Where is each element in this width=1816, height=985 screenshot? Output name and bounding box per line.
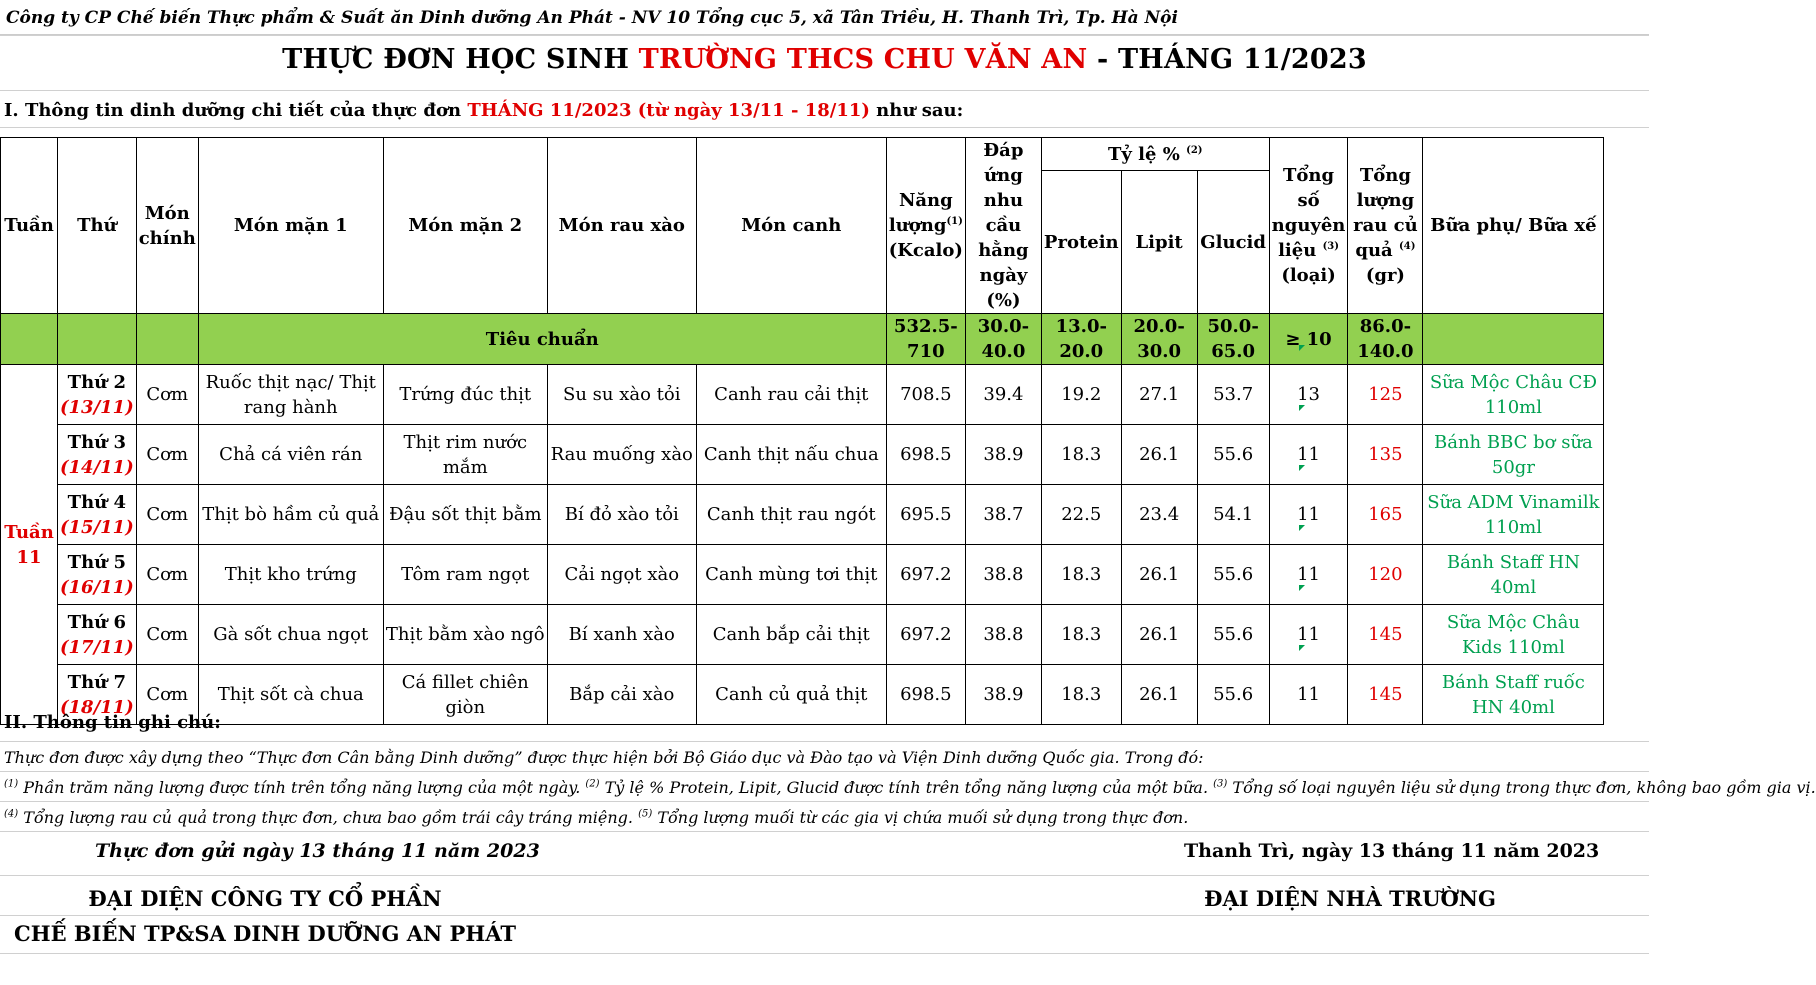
snack-value: Sữa Mộc Châu CĐ 110ml [1423,365,1604,425]
header-row [1,138,1604,171]
std-empty [136,314,198,365]
day-name: Thứ 6 [67,611,127,633]
std-meet: 30.0-40.0 [965,314,1041,365]
page-title [0,44,1649,75]
col-ratio [1041,138,1269,171]
table-row [1,545,1604,605]
glucid-value: 54.1 [1197,485,1269,545]
soup-dish: Canh mùng tơi thịt [696,545,886,605]
main-dish: Cơm [136,605,198,665]
col-glucid: Glucid [1197,171,1269,314]
day-date: (13/11) [60,396,134,418]
ingredients-value: 11 [1269,665,1348,725]
veg-dish: Bí xanh xào [547,605,696,665]
note-3: Tổng số loại nguyên liệu sử dụng trong thực đơn, không bao gồm gia vị. [1227,778,1816,797]
soup-dish: Canh bắp cải thịt [696,605,886,665]
col-savory-1: Món mặn 1 [198,138,383,314]
note-4-mark: (4) [4,808,19,820]
protein-value: 18.3 [1041,545,1121,605]
place-date: Thanh Trì, ngày 13 tháng 11 năm 2023 [1184,840,1600,862]
note-1-mark: (1) [4,778,19,790]
energy-value: 708.5 [886,365,965,425]
day-name: Thứ 4 [67,491,127,513]
note-4: Tổng lượng rau củ quả trong thực đơn, chưa bao gồm trái cây tráng miệng. [18,808,639,827]
ratio-label: Tỷ lệ % [1108,143,1180,165]
savory-2: Đậu sốt thịt bằm [383,485,547,545]
day-name: Thứ 5 [67,551,127,573]
savory-2: Thịt bằm xào ngô [383,605,547,665]
comment-marker-icon [1299,465,1305,471]
ingredients-value: 13 [1269,365,1348,425]
col-lipit: Lipit [1121,171,1197,314]
divider [0,741,1649,742]
col-day: Thứ [58,138,137,314]
section-1-heading [4,100,963,121]
day-date: (17/11) [60,636,134,658]
day-cell [58,605,137,665]
day-cell [58,545,137,605]
energy-value: 698.5 [886,665,965,725]
title-school: TRƯỜNG THCS CHU VĂN AN [638,44,1088,75]
protein-value: 18.3 [1041,665,1121,725]
company-representative-line-2: CHẾ BIẾN TP&SA DINH DƯỠNG AN PHÁT [14,921,516,946]
day-date: (16/11) [60,576,134,598]
veg-total-value: 145 [1348,605,1423,665]
std-energy: 532.5-710 [886,314,965,365]
note-5: Tổng lượng muối từ các gia vị chứa muối sử dụng trong thực đơn. [652,808,1189,827]
table-row [1,665,1604,725]
divider [0,875,1649,876]
note-2-mark: (2) [585,778,600,790]
col-snack: Bữa phụ/ Bữa xế [1423,138,1604,314]
veg-total-value: 125 [1348,365,1423,425]
veg-total-value: 145 [1348,665,1423,725]
divider [0,35,1649,36]
snack-value: Bánh Staff ruốc HN 40ml [1423,665,1604,725]
comment-marker-icon [1299,345,1305,351]
week-label: Tuần 11 [1,365,58,725]
note-line-2 [4,808,1188,827]
savory-1: Chả cá viên rán [198,425,383,485]
col-soup: Món canh [696,138,886,314]
snack-value: Sữa ADM Vinamilk 110ml [1423,485,1604,545]
divider [0,953,1649,954]
note-3-mark: (3) [1213,778,1228,790]
company-info: Công ty CP Chế biến Thực phẩm & Suất ăn Dinh dưỡng An Phát - NV 10 Tổng cục 5, xã Tân Triều, H. Thanh Trì, Tp. Hà Nội [0,0,1649,35]
section-1-period: THÁNG 11/2023 (từ ngày 13/11 - 18/11) [467,100,870,121]
day-cell [58,485,137,545]
menu-table [0,137,1604,725]
col-veg: Món rau xào [547,138,696,314]
main-dish: Cơm [136,545,198,605]
standard-row [1,314,1604,365]
day-date: (14/11) [60,456,134,478]
savory-2: Cá fillet chiên giòn [383,665,547,725]
note-2: Tỷ lệ % Protein, Lipit, Glucid được tính trên tổng năng lượng của một bữa. [599,778,1214,797]
glucid-value: 55.6 [1197,425,1269,485]
meet-value: 38.8 [965,605,1041,665]
day-date: (18/11) [60,696,134,718]
energy-value: 697.2 [886,545,965,605]
lipit-value: 26.1 [1121,545,1197,605]
comment-marker-icon [1299,645,1305,651]
col-ingredients [1269,138,1348,314]
veg-total-label: Tổng lượng rau củ quả [1353,165,1418,261]
veg-dish: Bí đỏ xào tỏi [547,485,696,545]
col-savory-2: Món mặn 2 [383,138,547,314]
day-cell [58,365,137,425]
veg-total-value: 135 [1348,425,1423,485]
col-main: Món chính [136,138,198,314]
lipit-value: 27.1 [1121,365,1197,425]
soup-dish: Canh thịt rau ngót [696,485,886,545]
energy-label: Năng lượng [888,190,953,236]
day-name: Thứ 2 [67,371,127,393]
day-date: (15/11) [60,516,134,538]
lipit-value: 23.4 [1121,485,1197,545]
savory-2: Thịt rim nước mắm [383,425,547,485]
ingredients-label: Tổng số nguyên liệu [1271,165,1346,261]
savory-1: Gà sốt chua ngọt [198,605,383,665]
title-prefix: THỰC ĐƠN HỌC SINH [282,44,639,75]
soup-dish: Canh thịt nấu chua [696,425,886,485]
ingredients-unit: (loại) [1281,265,1336,286]
savory-2: Trứng đúc thịt [383,365,547,425]
savory-1: Thịt kho trứng [198,545,383,605]
meet-value: 38.9 [965,665,1041,725]
veg-total-value: 120 [1348,545,1423,605]
comment-marker-icon [1299,405,1305,411]
veg-dish: Su su xào tỏi [547,365,696,425]
meet-value: 39.4 [965,365,1041,425]
snack-value: Sữa Mộc Châu Kids 110ml [1423,605,1604,665]
energy-unit: (Kcalo) [888,240,963,261]
section-1-prefix: I. Thông tin dinh dưỡng chi tiết của thực đơn [4,100,468,121]
note-line-1 [4,778,1816,797]
school-representative: ĐẠI DIỆN NHÀ TRƯỜNG [1204,886,1496,911]
veg-total-note: (4) [1399,241,1416,252]
std-label: Tiêu chuẩn [198,314,886,365]
note-intro: Thực đơn được xây dựng theo “Thực đơn Cân bằng Dinh dưỡng” được thực hiện bởi Bộ Giáo dục và Đào tạo và Viện Dinh dưỡng Quốc gia. Trong đó: [4,748,1204,767]
savory-2: Tôm ram ngọt [383,545,547,605]
ingredients-value: 11 [1269,485,1348,545]
divider [0,127,1649,128]
day-name: Thứ 3 [67,431,127,453]
divider [0,915,1649,916]
std-glucid: 50.0-65.0 [1197,314,1269,365]
divider [0,801,1649,802]
company-representative: ĐẠI DIỆN CÔNG TY CỔ PHẦN [88,886,442,911]
std-ingredients: ≥ 10 [1269,314,1348,365]
col-veg-total [1348,138,1423,314]
glucid-value: 53.7 [1197,365,1269,425]
table-row [1,365,1604,425]
soup-dish: Canh rau cải thịt [696,365,886,425]
soup-dish: Canh củ quả thịt [696,665,886,725]
section-1-suffix: như sau: [869,100,964,121]
glucid-value: 55.6 [1197,665,1269,725]
table-row [1,425,1604,485]
main-dish: Cơm [136,425,198,485]
veg-dish: Rau muống xào [547,425,696,485]
day-cell [58,425,137,485]
savory-1: Thịt sốt cà chua [198,665,383,725]
protein-value: 19.2 [1041,365,1121,425]
savory-1: Ruốc thịt nạc/ Thịt rang hành [198,365,383,425]
divider [0,90,1649,91]
std-lipit: 20.0-30.0 [1121,314,1197,365]
title-suffix: - THÁNG 11/2023 [1087,44,1367,75]
protein-value: 18.3 [1041,605,1121,665]
glucid-value: 55.6 [1197,545,1269,605]
section-2-heading: II. Thông tin ghi chú: [4,712,221,733]
divider [0,771,1649,772]
std-empty [1,314,58,365]
ingredients-value: 11 [1269,545,1348,605]
std-protein: 13.0-20.0 [1041,314,1121,365]
main-dish: Cơm [136,665,198,725]
meet-value: 38.9 [965,425,1041,485]
protein-value: 22.5 [1041,485,1121,545]
veg-total-unit: (gr) [1365,265,1405,286]
veg-dish: Bắp cải xào [547,665,696,725]
std-snack [1423,314,1604,365]
main-dish: Cơm [136,485,198,545]
main-dish: Cơm [136,365,198,425]
ingredients-value: 11 [1269,425,1348,485]
ratio-note: (2) [1186,144,1203,156]
protein-value: 18.3 [1041,425,1121,485]
lipit-value: 26.1 [1121,425,1197,485]
glucid-value: 55.6 [1197,605,1269,665]
energy-value: 695.5 [886,485,965,545]
col-energy [886,138,965,314]
meet-value: 38.7 [965,485,1041,545]
std-empty [58,314,137,365]
energy-value: 697.2 [886,605,965,665]
energy-value: 698.5 [886,425,965,485]
col-week: Tuần [1,138,58,314]
veg-total-value: 165 [1348,485,1423,545]
table-row [1,605,1604,665]
divider [0,831,1649,832]
energy-note: (1) [946,216,963,227]
std-veg-total: 86.0-140.0 [1348,314,1423,365]
veg-dish: Cải ngọt xào [547,545,696,605]
sent-date: Thực đơn gửi ngày 13 tháng 11 năm 2023 [95,840,540,862]
col-protein: Protein [1041,171,1121,314]
col-meet: Đáp ứng nhu cầu hằng ngày (%) [965,138,1041,314]
savory-1: Thịt bò hầm củ quả [198,485,383,545]
snack-value: Bánh BBC bơ sữa 50gr [1423,425,1604,485]
meet-value: 38.8 [965,545,1041,605]
comment-marker-icon [1299,525,1305,531]
snack-value: Bánh Staff HN 40ml [1423,545,1604,605]
lipit-value: 26.1 [1121,665,1197,725]
lipit-value: 26.1 [1121,605,1197,665]
table-row [1,485,1604,545]
day-name: Thứ 7 [67,671,127,693]
note-1: Phần trăm năng lượng được tính trên tổng năng lượng của một ngày. [18,778,586,797]
note-5-mark: (5) [638,808,653,820]
ingredients-value: 11 [1269,605,1348,665]
comment-marker-icon [1299,585,1305,591]
ingredients-note: (3) [1322,241,1339,252]
